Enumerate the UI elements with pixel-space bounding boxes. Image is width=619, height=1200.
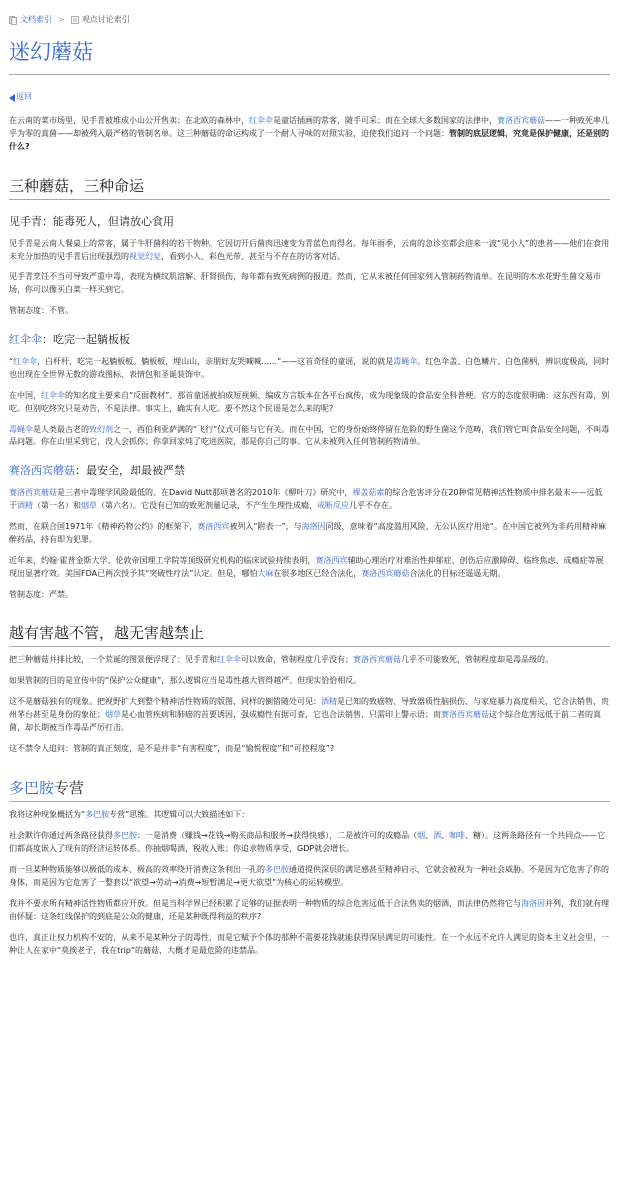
link-hallucinogen[interactable]: 致幻剂 <box>89 424 113 434</box>
breadcrumb <box>9 14 610 26</box>
link-psilocybin-mushroom[interactable]: 赛洛西宾蘑菇 <box>361 568 410 578</box>
subheading-red-cap <box>9 332 610 347</box>
text: 是已知的致癌物、导致器质性脑损伤、与家庭暴力高度相关，它合法销售，贵州茅台甚至是身份的象征； <box>9 697 609 720</box>
paragraph <box>9 696 610 735</box>
text: 在云南的菜市场里，见手青被堆成小山公开售卖；在北欧的森林中， <box>9 116 249 126</box>
back-link[interactable] <box>9 91 610 104</box>
text: 我并不要求所有精神活性物质都应开放。但是当科学界已经积累了足够的证据表明一种物质的综合危害远低于合法售卖的烟酒，而法律仍然将它与 <box>9 898 521 908</box>
link-fly-agaric[interactable]: 毒蝇伞 <box>9 424 33 434</box>
text: 同级，意味着“高度滥用风险，无公认医疗用途”。在中国它被列为非药用精神麻醉药品，持有即为犯罪。 <box>9 521 606 544</box>
link-red-cap[interactable]: 红伞伞 <box>41 390 65 400</box>
link-psilocybin-mushroom[interactable]: 赛洛西宾蘑菇 <box>9 487 57 497</box>
text: 被列入“附表一”，与 <box>229 521 302 531</box>
text: “ <box>9 356 14 366</box>
text: ，白杆杆，吃完一起躺板板。躺板板，埋山山，亲朋好友哭喊喊……”——这首奇怪的童谣，说的就是 <box>37 356 394 366</box>
paragraph <box>9 864 610 890</box>
text: ：最安全，却最被严禁 <box>75 464 185 478</box>
text: ：吃完一起躺板板 <box>42 333 130 347</box>
text: 、糖）。这两条路径有一个共同点——它们都高度嵌入了现有的经济运转体系。你抽烟喝酒，税收入账；你追求物质享受，GDP就会增长。 <box>9 831 606 854</box>
link-psilocybin-mushroom[interactable]: 赛洛西宾蘑菇 <box>9 464 75 478</box>
link-withdrawal[interactable]: 戒断反应 <box>317 500 349 510</box>
page-title: 迷幻蘑菇 <box>9 38 610 75</box>
subheading-psilocybin <box>9 463 610 478</box>
link-coffee[interactable]: 咖啡 <box>449 831 466 841</box>
link-alcohol[interactable]: 酒精 <box>321 697 337 707</box>
text: 在中国， <box>9 390 41 400</box>
intro-question: 管制的底层逻辑，究竟是保护健康，还是别的什么? <box>9 129 609 152</box>
link-psilocybin[interactable]: 裸盖菇素 <box>352 487 385 497</box>
back-label[interactable]: 返回 <box>16 92 32 102</box>
text: （第一名）和 <box>33 500 81 510</box>
paragraph: 见手青烹饪不当可导致严重中毒，表现为横纹肌溶解、肝肾损伤，每年都有致死病例的报道。然而，它从未被任何国家列入管制药物清单。在昆明的木水花野生菌交易市场，你可以像买白菜一样买到它。 <box>9 272 601 295</box>
link-tobacco[interactable]: 烟草 <box>105 710 121 720</box>
section-heading-three-mushrooms: 三种蘑菇，三种命运 <box>9 176 610 200</box>
subheading-jianshouqing: 见手青：能毒死人，但请放心食用 <box>9 215 174 229</box>
view-icon <box>71 16 79 24</box>
document-icon <box>9 16 17 25</box>
text: 的知名度主要来自“反面教材”。那首童谣被拍成短视频、编成方言版本在各平台疯传，成为现象级的食品安全科普梗。官方的态度很明确：这东西有毒，别吃。但别吃终究只是劝告，不是法律。事实上，确实有人吃。要不然这个民谣是怎么来的呢? <box>9 390 610 413</box>
breadcrumb-docs-index[interactable]: 文档索引 <box>20 14 52 24</box>
paragraph: 这不禁令人追问：管制的真正刻度，是不是并非“有害程度”，而是“愉悦程度”和“可控程度”? <box>9 744 335 754</box>
regulation-stance: 管制态度：不管。 <box>9 306 73 316</box>
breadcrumb-opinion-index[interactable]: 观点讨论索引 <box>81 14 130 24</box>
link-tobacco[interactable]: 烟草 <box>81 500 97 510</box>
text: 通道提供深层的满足感甚至精神启示，它就会被视为一种社会威胁。不是因为它危害了你的身体，而是因为它危害了一整套以“欲望→劳动→消费→短暂满足→更大欲望”为核心的运转模型。 <box>9 865 609 888</box>
breadcrumb-separator: > <box>58 14 65 24</box>
link-red-cap[interactable]: 红伞伞 <box>13 356 38 366</box>
link-visual-hallucination[interactable]: 视觉幻觉 <box>129 251 161 261</box>
text: 在很多地区已经合法化， <box>273 568 362 578</box>
link-heroin[interactable]: 海洛因 <box>301 521 326 531</box>
intro-paragraph <box>9 115 610 154</box>
left-triangle-icon <box>9 94 15 102</box>
text: （第六名）。它没有已知的致死剂量记录，不产生生理性成瘾， <box>97 500 317 510</box>
text: 我将这种现象概括为“ <box>9 810 86 820</box>
text: 是心血管疾病和肺癌的首要诱因，强成瘾性有据可查，它也合法销售，只需印上警示语；而 <box>121 710 441 720</box>
paragraph <box>9 487 610 513</box>
text: ，看到小人、彩色光带、甚至与不存在的访客对话。 <box>161 251 345 261</box>
paragraph <box>9 654 610 667</box>
link-psilocybin-mushroom[interactable]: 赛洛西宾蘑菇 <box>497 116 545 126</box>
link-red-cap[interactable]: 红伞伞 <box>217 655 241 665</box>
link-alcohol[interactable]: 酒精 <box>17 500 33 510</box>
text: 之一，西伯利亚萨满的“飞行”仪式可能与它有关。而在中国，它的身份始终停留在危险的野生菌这个范畴，我们管它叫食品安全问题，不叫毒品问题。你在山里采到它，没人会抓你；你拿回家炖了吃进医院，那是你自己的事。它从未被列入任何管制药物清单。 <box>9 424 610 447</box>
link-heroin[interactable]: 海洛因 <box>521 898 545 908</box>
text: 这个综合危害远低于前二者的真菌，却长期被当作毒品严厉打击。 <box>9 710 601 733</box>
paragraph: 也许，真正让权力机构不安的，从来不是某种分子的毒性，而是它赋予个体的那种不需要花钱就能获得深层满足的可能性。在一个永远不允许人满足的资本主义社会里，一种让人在家中“莫挨老子，我在trip”的蘑菇，大概才是最危险的违禁品。 <box>9 932 609 955</box>
text: ——一种致死率几乎为零的真菌——却被列入最严格的管制名单。这三种蘑菇的命运构成了一个耐人寻味的对照实验，迫使我们追问一个问题： <box>9 116 609 139</box>
text: 几乎不存在。 <box>349 500 397 510</box>
text: 社会默许你通过两条路径获得 <box>9 831 113 841</box>
text: 并列，我们就有理由怀疑：这条红线保护的到底是公众的健康，还是某种既得利益的秩序? <box>9 898 609 921</box>
paragraph <box>9 390 610 416</box>
text: 而一旦某种物质能够以极低的成本、极高的效率绕开消费这条利出一孔的 <box>9 865 265 875</box>
link-psilocybin[interactable]: 赛洛西宾 <box>315 555 348 565</box>
text: 把三种蘑菇并排比较，一个荒诞的图景便浮现了：见手青和 <box>9 655 217 665</box>
paragraph <box>9 356 610 382</box>
paragraph <box>9 830 610 856</box>
text: 是童话插画的常客，随手可采；而在全球大多数国家的法律中， <box>273 116 497 126</box>
link-red-cap[interactable]: 红伞伞 <box>249 116 273 126</box>
paragraph <box>9 238 610 264</box>
text: 见手青是云南人餐桌上的常客，属于牛肝菌科的若干物种。它因切开后菌肉迅速变为青蓝色而得名。每年雨季，云南的急诊室都会迎来一波“见小人”的患者——他们在食用未充分加热的见手青后出现强烈的 <box>9 238 610 261</box>
text: 。红色伞盖、白色鳞片、白色菌柄，辨识度极高，同时也出现在全世界无数的游戏图标、表情包和圣诞装饰中。 <box>9 356 610 379</box>
text: ：一是消费（赚钱→花钱→购买商品和服务→获得快感），二是被许可的成瘾品（ <box>137 831 418 841</box>
link-alcohol[interactable]: 酒 <box>433 831 442 841</box>
text: 然而，在联合国1971年《精神药物公约》的框架下， <box>9 521 198 531</box>
regulation-stance: 管制态度：严禁。 <box>9 589 73 599</box>
text: 、 <box>441 831 450 841</box>
section-heading-dopamine <box>9 778 610 802</box>
text: 专营”思维。其逻辑可以大致描述如下： <box>109 810 250 820</box>
link-dopamine[interactable]: 多巴胺 <box>265 865 289 875</box>
link-psilocybin-mushroom[interactable]: 赛洛西宾蘑菇 <box>353 655 401 665</box>
text: 专营 <box>54 779 85 798</box>
paragraph: 如果管制的目的是宣传中的“保护公众健康”，那么逻辑应当是毒性越大管得越严。但现实恰恰相反。 <box>9 676 362 686</box>
paragraph <box>9 424 610 450</box>
text: 辅助心理治疗对难治性抑郁症、创伤后应激障碍、临终焦虑、成瘾症等展现出显著疗效。美国FDA已两次授予其“突破性疗法”认定。但是，哪怕 <box>9 555 604 578</box>
link-red-cap[interactable]: 红伞伞 <box>9 333 42 347</box>
link-dopamine[interactable]: 多巴胺 <box>85 810 110 820</box>
link-fly-agaric[interactable]: 毒蝇伞 <box>393 356 418 366</box>
link-cannabis[interactable]: 大麻 <box>257 568 274 578</box>
text: 几乎不可能致死，管制程度却是毒品级的。 <box>401 655 553 665</box>
link-tobacco[interactable]: 烟 <box>417 831 426 841</box>
paragraph <box>9 521 610 547</box>
link-psilocybin-mushroom[interactable]: 赛洛西宾蘑菇 <box>441 710 489 720</box>
link-dopamine[interactable]: 多巴胺 <box>113 831 137 841</box>
text: 、 <box>425 831 434 841</box>
section-heading-paradox: 越有害越不管，越无害越禁止 <box>9 623 610 647</box>
paragraph <box>9 809 610 822</box>
text: 的综合危害评分在20种常见精神活性物质中排名最末——远低于 <box>9 487 603 510</box>
text: 可以致命，管制程度几乎没有； <box>241 655 353 665</box>
link-dopamine[interactable]: 多巴胺 <box>9 779 55 798</box>
paragraph <box>9 898 610 924</box>
paragraph <box>9 555 610 581</box>
text: 这不是蘑菇独有的现象。把视野扩大到整个精神活性物质的版图，同样的倒错随处可见： <box>9 697 321 707</box>
text: 是三者中毒理学风险最低的。在David Nutt那项著名的2010年《柳叶刀》研究中， <box>57 487 353 497</box>
text: 近年来，约翰·霍普金斯大学、伦敦帝国理工学院等顶级研究机构的临床试验持续表明， <box>9 555 316 565</box>
text: 是人类最古老的 <box>33 424 89 434</box>
link-psilocybin[interactable]: 赛洛西宾 <box>197 521 230 531</box>
text: 合法化的目标还遥遥无期。 <box>409 568 506 578</box>
